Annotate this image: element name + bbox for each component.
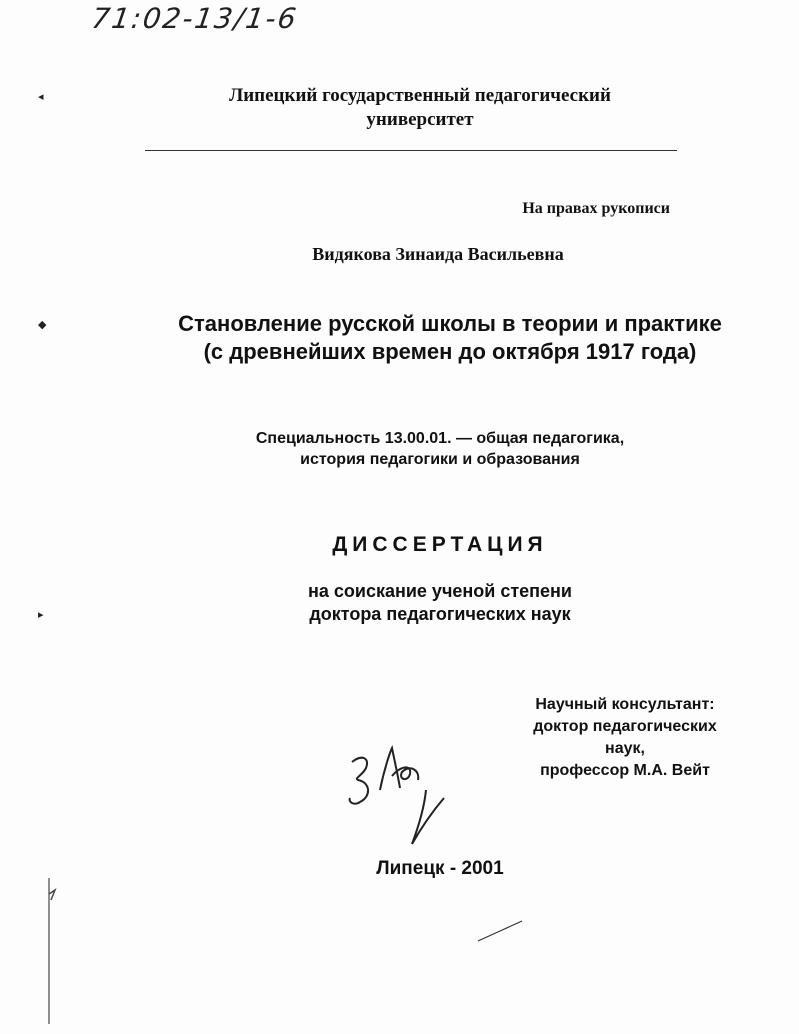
university-line-1: Липецкий государственный педагогический <box>229 85 611 106</box>
consultant-line-2: доктор педагогических <box>533 718 717 735</box>
title-line-2: (с древнейших времен до октября 1917 года) <box>203 339 697 364</box>
city-year: Липецк - 2001 <box>376 858 504 879</box>
rights-note: На правах рукописи <box>522 200 670 217</box>
margin-bullet-mark: ◆ <box>38 318 47 331</box>
degree <box>180 580 700 626</box>
title-line-1: Становление русской школы в теории и практике <box>178 311 722 336</box>
document-type: ДИССЕРТАЦИЯ <box>332 533 548 556</box>
handwritten-signature <box>340 740 460 850</box>
university-line-2: университет <box>366 109 474 130</box>
header-divider <box>145 150 677 151</box>
university-name <box>150 84 690 132</box>
dissertation-title <box>120 310 780 366</box>
margin-tick-mark: ◂ <box>38 90 44 103</box>
consultant-line-1: Научный консультант: <box>535 696 715 713</box>
archive-code: 71:02-13/1-6 <box>89 2 300 35</box>
author-name: Видякова Зинаида Васильевна <box>312 244 564 264</box>
specialty-line-2: история педагогики и образования <box>300 451 580 468</box>
specialty-line-1: Специальность 13.00.01. — общая педагогика, <box>255 430 625 447</box>
consultant-line-3: наук, <box>605 740 645 757</box>
degree-line-2: доктора педагогических наук <box>309 604 571 624</box>
binding-edge-mark <box>45 876 59 1026</box>
scientific-consultant <box>505 694 745 782</box>
consultant-line-4: профессор М.А. Вейт <box>540 762 710 779</box>
specialty <box>150 428 730 470</box>
pen-stroke-mark <box>470 915 530 945</box>
margin-arrow-mark: ▸ <box>38 608 44 621</box>
degree-line-1: на соискание ученой степени <box>308 581 572 601</box>
